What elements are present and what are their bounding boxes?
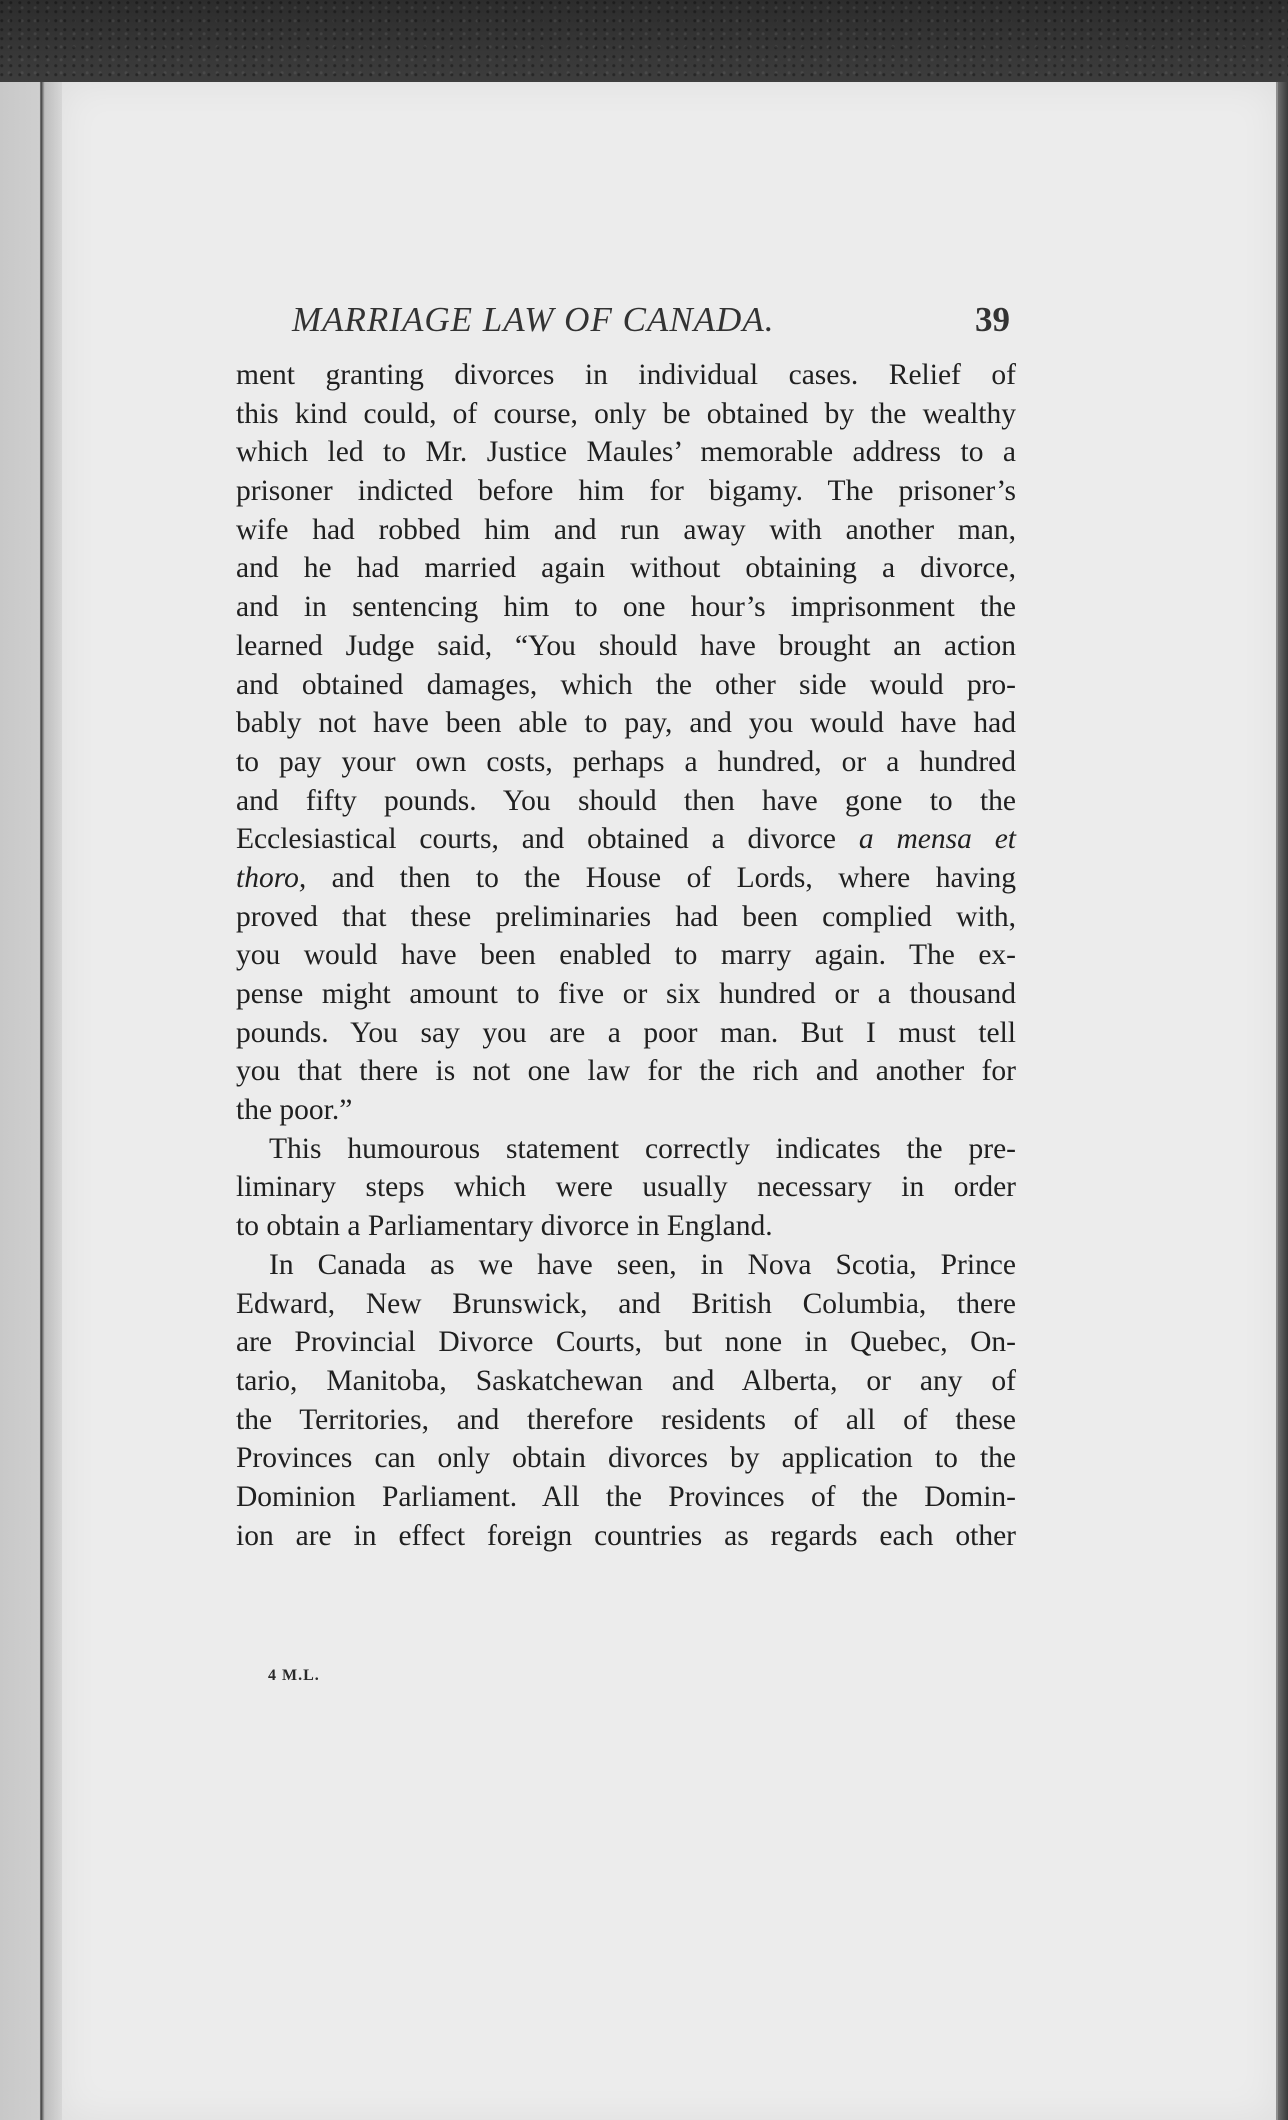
text-line: which led to Mr. Justice Maules’ memorable address to a xyxy=(236,436,1016,469)
text-line: are Provincial Divorce Courts, but none in Quebec, On- xyxy=(236,1326,1016,1359)
text-line: learned Judge said, “You should have brought an action xyxy=(236,629,1016,662)
page-number: 39 xyxy=(975,300,1010,339)
text-line: Provinces can only obtain divorces by application to the xyxy=(236,1442,1016,1475)
text-line: ment granting divorces in individual cases. Relief of xyxy=(236,359,1016,391)
text-line: you that there is not one law for the rich and another for xyxy=(236,1055,1016,1088)
text-line: proved that these preliminaries had been complied with, xyxy=(236,900,1016,933)
text-line: tario, Manitoba, Saskatchewan and Alberta, or any of xyxy=(236,1364,1016,1397)
text-line: ion are in effect foreign countries as regards each other xyxy=(236,1519,1016,1552)
text-line: the poor.” xyxy=(236,1094,353,1127)
text-line: bably not have been able to pay, and you would have had xyxy=(236,707,1016,740)
italic-phrase: thoro, xyxy=(236,861,307,894)
text-line: the Territories, and therefore residents of all of these xyxy=(236,1403,1016,1436)
page-right-edge xyxy=(1278,82,1288,2120)
text-line: and fifty pounds. You should then have gone to the xyxy=(236,784,1016,817)
text-line: you would have been enabled to marry again. The ex- xyxy=(236,939,1016,972)
text-line: In Canada as we have seen, in Nova Scotia, Prince xyxy=(269,1248,1016,1281)
running-head-title: MARRIAGE LAW OF CANADA. xyxy=(292,300,775,339)
italic-phrase: a mensa et xyxy=(858,823,1016,856)
text-line: wife had robbed him and run away with another man, xyxy=(236,513,1016,546)
text-line: and in sentencing him to one hour’s imprisonment the xyxy=(236,591,1016,624)
text-line: pense might amount to five or six hundred or a thousand xyxy=(236,978,1016,1010)
text-line: Dominion Parliament. All the Provinces of the Domin- xyxy=(236,1480,1016,1513)
text-fragment: Ecclesiastical courts, and obtained a divorce xyxy=(236,823,859,856)
printer-signature-mark: 4 M.L. xyxy=(268,1667,320,1684)
book-binding-edge xyxy=(0,82,62,2120)
text-line: to obtain a Parliamentary divorce in England. xyxy=(236,1210,773,1243)
text-line: and obtained damages, which the other side would pro- xyxy=(236,668,1016,701)
text-line: Edward, New Brunswick, and British Columbia, there xyxy=(236,1287,1016,1320)
page-text xyxy=(236,356,1016,1555)
text-line: This humourous statement correctly indicates the pre- xyxy=(269,1132,1016,1165)
text-line: prisoner indicted before him for bigamy. The prisoner’s xyxy=(236,475,1016,508)
running-head xyxy=(292,300,1010,348)
text-line: pounds. You say you are a poor man. But I must tell xyxy=(236,1016,1016,1049)
text-line: to pay your own costs, perhaps a hundred, or a hundred xyxy=(236,745,1016,778)
text-line: this kind could, of course, only be obtained by the wealthy xyxy=(236,397,1016,430)
text-line: liminary steps which were usually necessary in order xyxy=(236,1171,1016,1204)
text-line xyxy=(236,820,1016,859)
text-line: and he had married again without obtaining a divorce, xyxy=(236,552,1016,585)
scan-top-border xyxy=(0,0,1288,82)
text-fragment: and then to the House of Lords, where having xyxy=(306,861,1016,894)
text-line xyxy=(236,859,1016,898)
